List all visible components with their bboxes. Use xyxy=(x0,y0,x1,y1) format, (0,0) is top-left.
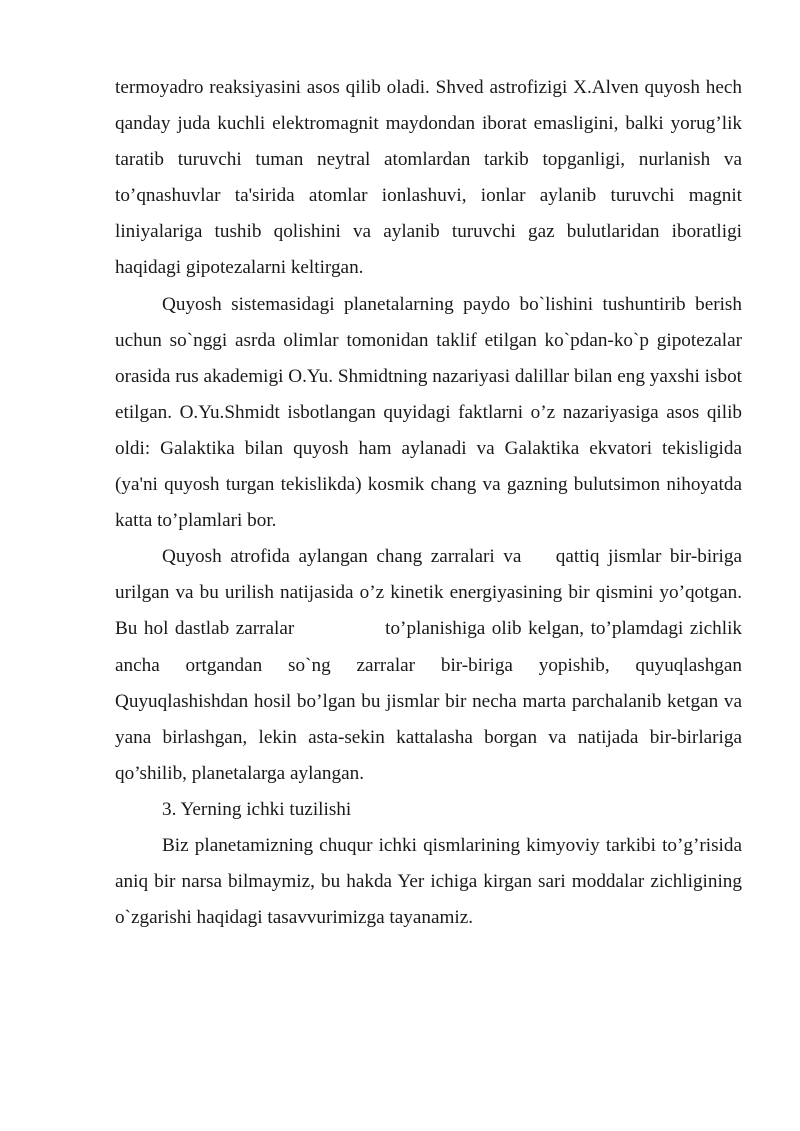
section-heading: 3. Yerning ichki tuzilishi xyxy=(162,798,352,820)
paragraph-2: Quyosh sistemasidagi planetalarning paydo bo`lishini tushuntirib berish uchun so`nggi asrda olimlar tomonidan taklif etilgan ko`pdan-ko`p gipotezalar orasida rus akademigi O.Yu. Shmidtning nazariyasi dalillar bilan eng yaxshi isbot etilgan. O.Yu.Shmidt isbotlangan quyidagi faktlarni o’z nazariyasiga asos qilib oldi: Galaktika bilan quyosh ham aylanadi va Galaktika ekvatori tekisligida (ya'ni quyosh turgan tekislikda) kosmik chang va gazning bulutsimon nihoyatda katta to’plamlari bor. xyxy=(115,293,742,532)
paragraph-4: Biz planetamizning chuqur ichki qismlarining kimyoviy tarkibi to’g’risida aniq bir narsa bilmaymiz, bu hakda Yer ichiga kirgan sari moddalar zichligining o`zgarishi haqidagi tasavvurimizga tayanamiz. xyxy=(115,834,742,929)
document-body xyxy=(115,70,747,936)
paragraph-1: termoyadro reaksiyasini asos qilib oladi. Shved astrofizigi X.Alven quyosh hech qanday juda kuchli elektromagnit maydondan iborat emasligini, balki yorug’lik taratib turuvchi tuman neytral atomlardan tarkib topganligi, nurlanish va to’qnashuvlar ta'sirida atomlar ionlashuvi, ionlar aylanib turuvchi magnit liniyalariga tushib qolishini va aylanib turuvchi gaz bulutlaridan iboratligi haqidagi gipotezalarni keltirgan. xyxy=(115,77,742,279)
paragraph-3: Quyosh atrofida aylangan chang zarralari va qattiq jismlar bir-biriga urilgan va bu urilish natijasida o’z kinetik energiyasining bir qismini yo’qotgan. Bu hol dastlab zarralar to’planishiga olib kelgan, to’plamdagi zichlik ancha ortgandan so`ng zarralar bir-biriga yopishib, quyuqlashgan Quyuqlashishdan hosil bo’lgan bu jismlar bir necha marta parchalanib ketgan va yana birlashgan, lekin asta-sekin kattalasha borgan va natijada bir-birlariga qo’shilib, planetalarga aylangan. xyxy=(115,546,747,784)
